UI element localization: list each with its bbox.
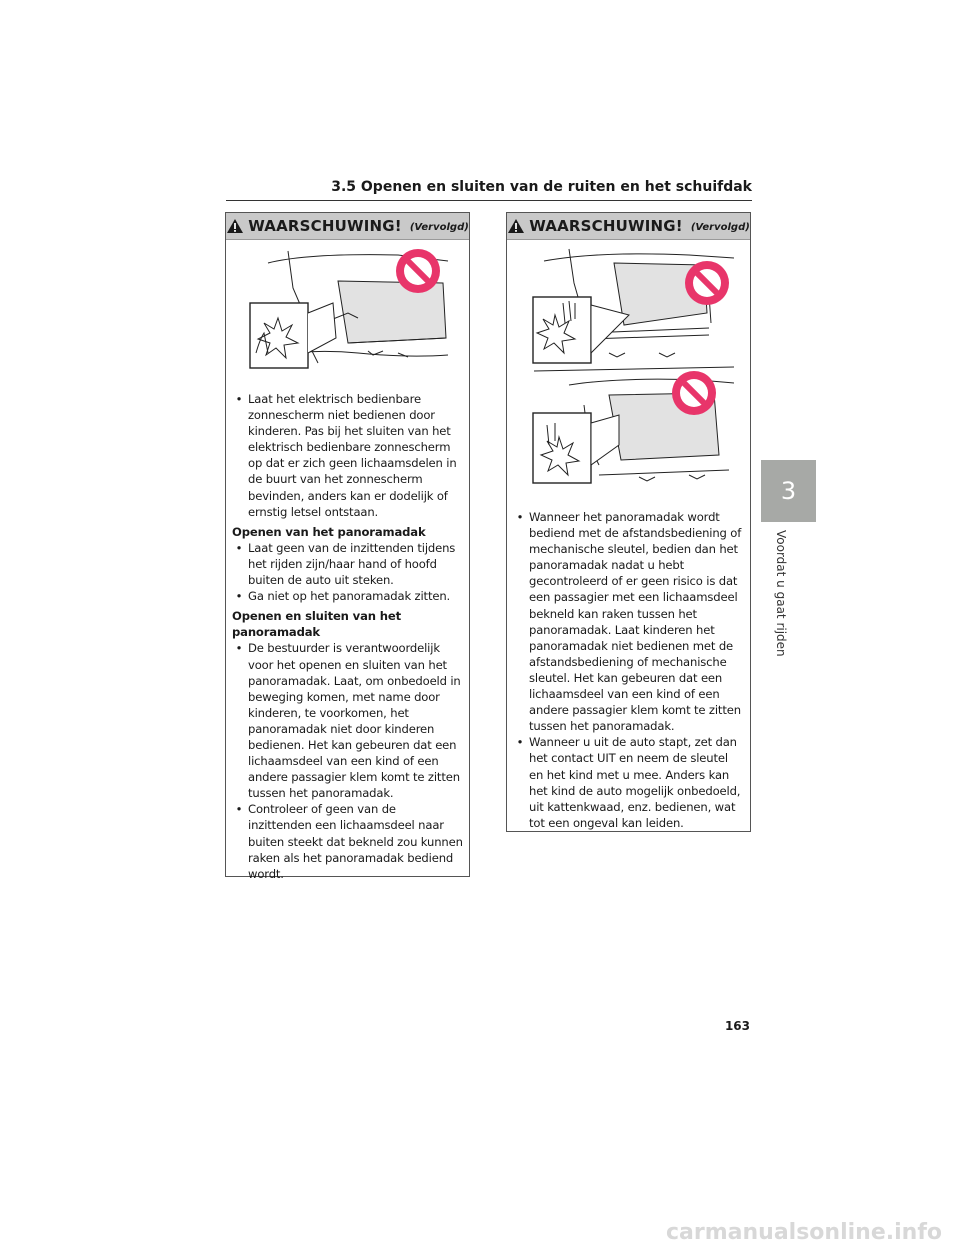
warning-title: WAARSCHUWING!	[248, 217, 402, 235]
list-item: • Controleer of geen van de inzittenden een lichaamsdeel naar buiten steekt dat bekneld zou kunnen raken als het panoramadak bediend wordt.	[235, 802, 463, 881]
chapter-title: Voordat u gaat rijden	[774, 530, 788, 657]
sunshade-illustration	[248, 243, 453, 373]
chapter-number: 3	[780, 477, 797, 505]
warning-header	[507, 213, 750, 240]
warning-continued: (Vervolgd)	[690, 222, 750, 233]
warning-box-left	[225, 212, 470, 881]
page-number: 163	[724, 1019, 750, 1033]
roof-open-illustration	[529, 243, 734, 373]
warning-header	[226, 213, 469, 240]
warning-triangle-icon	[226, 218, 244, 234]
subheading: Openen van het panoramadak	[232, 524, 426, 539]
warning-box-right	[506, 212, 751, 832]
header-divider	[226, 200, 752, 201]
warning-title: WAARSCHUWING!	[529, 217, 683, 235]
prohibition-icon	[672, 371, 716, 415]
list-item: • De bestuurder is verantwoordelijk voor het openen en sluiten van het panoramadak. Laat, om onbedoeld in beweging komen, met name door kinderen, te voorkomen, het panoramadak niet door kinderen bedienen. Het kan gebeuren dat een lichaamsdeel van een kind of een andere passagier klem komt te zitten tussen het panoramadak.	[235, 641, 461, 801]
watermark: carmanualsonline.info	[666, 1220, 942, 1245]
warning-continued: (Vervolgd)	[409, 222, 469, 233]
prohibition-icon	[396, 249, 440, 293]
left-body	[232, 391, 463, 882]
list-item: • Wanneer u uit de auto stapt, zet dan het contact UIT en neem de sleutel en het kind met u mee. Anders kan het kind de auto mogelijk onbedoeld, uit kattenkwaad, enz. bedienen, wat tot een ongeval kan leiden.	[516, 735, 741, 830]
list-item: • Laat het elektrisch bedienbare zonnescherm niet bedienen door kinderen. Pas bij het sluiten van het elektrisch bedienbare zonnescherm op dat er zich geen lichaamsdelen in de buurt van het zonnescherm bevinden, anders kan er dodelijk of ernstig letsel ontstaan.	[235, 392, 457, 519]
roof-close-illustration	[529, 365, 734, 495]
list-item: • Wanneer het panoramadak wordt bediend met de afstandsbediening of mechanische sleutel, bedien dan het panoramadak nadat u hebt gecontroleerd of er geen risico is dat een passagier met een lichaamsdeel bekneld kan raken tussen het panoramadak. Laat kinderen het panoramadak niet bedienen met de afstandsbediening of mechanische sleutel. Het kan gebeuren dat een lichaamsdeel van een kind of een andere passagier klem komt te zitten tussen het panoramadak.	[516, 510, 742, 734]
list-item: • Laat geen van de inzittenden tijdens het rijden zijn/haar hand of hoofd buiten de auto uit steken.	[235, 540, 456, 588]
warning-triangle-icon	[507, 218, 525, 234]
list-item: • Ga niet op het panoramadak zitten.	[235, 589, 451, 604]
section-title: 3.5 Openen en sluiten van de ruiten en het schuifdak	[331, 179, 752, 195]
right-body	[513, 509, 744, 831]
chapter-tab	[761, 460, 816, 522]
subheading: Openen en sluiten van het panoramadak	[232, 609, 401, 640]
prohibition-icon	[685, 261, 729, 305]
